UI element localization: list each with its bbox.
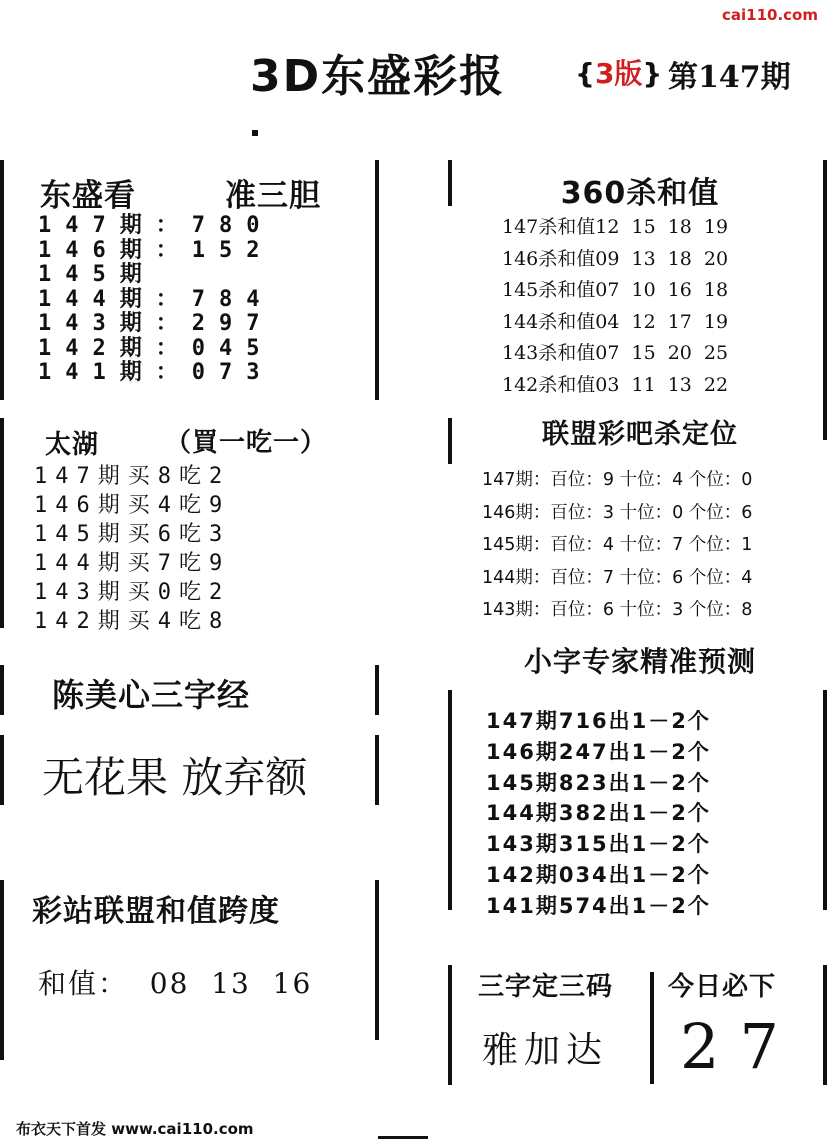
expert-title: 小字专家精准预测 [523,645,756,678]
right-rule-1 [823,160,827,440]
expert-section [460,640,820,922]
watermark: cai110.com [722,6,818,24]
three-fixed-value: 雅加达 [482,1030,609,1071]
list-item: 143杀和值07 15 20 25 [502,342,729,364]
header [250,40,810,102]
list-item: 143期：百位：6 十位：3 个位：8 [482,600,753,621]
list-item: 147期716出1－2个 [486,709,711,733]
kill-sum-list [502,212,820,401]
inner-rule [650,972,654,1084]
left-rule-5 [0,880,4,1060]
mid-rule-6 [448,690,452,910]
edition-close-brace: } [642,57,663,90]
list-item: 147期：780 [38,213,274,238]
station-title: 彩站联盟和值跨度 [32,894,280,929]
list-item: 144期382出1－2个 [486,801,711,826]
list-item: 141期574出1－2个 [486,893,711,918]
taihu-subtitle: （買一吃一） [165,428,328,458]
taihu-section [30,422,370,636]
right-rule-3 [823,965,827,1085]
list-item: 145期 [38,262,156,287]
left-rule-2 [0,418,4,628]
list-item: 144期：784 [38,286,274,312]
alliance-kill-list [482,464,820,627]
list-item: 142期：045 [38,335,274,361]
list-item: 142期买4吃8 [34,609,231,634]
list-item: 146期：152 [38,237,274,263]
list-item: 144期买7吃9 [34,551,231,576]
alliance-kill-title: 联盟彩吧杀定位 [542,419,738,450]
page-title: 3D东盛彩报 [250,51,506,102]
three-fixed-title: 三字定三码 [478,972,614,1002]
mid-rule-7 [375,880,379,1040]
list-item: 142期034出1－2个 [486,862,711,887]
dongsheng-section [20,170,370,386]
edition-badge [575,52,662,92]
kill-sum-title: 360杀和值 [560,176,720,211]
list-item: 142杀和值03 11 13 22 [502,373,729,396]
footer-text: 布衣天下首发 www.cai110.com [16,1120,254,1138]
kill-sum-section [460,168,820,401]
dongsheng-list [38,214,370,386]
list-item: 146期247出1－2个 [486,739,711,764]
list-item: 144杀和值04 12 17 19 [502,310,729,333]
list-item: 146期买4吃9 [34,493,231,518]
dongsheng-heading [20,170,370,214]
taihu-title: 太湖 [45,430,100,460]
list-item: 145期买6吃3 [34,522,231,547]
list-item: 145期823出1－2个 [486,770,711,795]
mid-rule-3 [448,418,452,464]
list-item: 147杀和值12 15 18 19 [502,216,729,238]
edition-open-brace: { [575,57,595,90]
taihu-heading [30,422,370,460]
list-item: 146期：百位：3 十位：0 个位：6 [482,502,753,523]
chen-title: 陈美心三字经 [52,676,251,714]
list-item: 145期：百位：4 十位：7 个位：1 [482,535,753,556]
mid-rule-4 [375,665,379,715]
mid-rule-1 [375,160,379,400]
today-title: 今日必下 [668,972,777,1002]
dongsheng-title: 东盛看 [40,178,136,214]
today-value: 27 [680,1010,799,1083]
list-item: 147期买8吃2 [34,464,231,489]
list-item: 145杀和值07 10 16 18 [502,279,729,301]
bottom-rule [378,1136,428,1139]
alliance-kill-section [460,412,820,627]
list-item: 143期：297 [38,311,274,336]
left-rule-4 [0,735,4,805]
list-item: 146杀和值09 13 18 20 [502,247,729,270]
issue-number: 第147期 [668,60,791,95]
left-rule-1 [0,160,4,400]
mid-rule-5 [375,735,379,805]
list-item: 144期：百位：7 十位：6 个位：4 [482,567,753,588]
expert-list [486,706,820,922]
left-rule-3 [0,665,4,715]
list-item: 143期315出1－2个 [486,832,711,857]
mid-rule-2 [448,160,452,206]
header-dot [252,130,258,136]
right-rule-2 [823,690,827,910]
edition-label: 3版 [594,57,643,90]
station-sum: 和值： 08 13 16 [38,967,313,1000]
list-item: 141期：073 [38,360,274,385]
list-item: 143期买0吃2 [34,580,231,605]
mid-rule-8 [448,965,452,1085]
taihu-list [34,462,370,636]
list-item: 147期：百位：9 十位：4 个位：0 [482,470,753,490]
chen-phrase: 无花果 放弃额 [42,753,308,802]
dongsheng-subtitle: 准三胆 [225,178,321,214]
